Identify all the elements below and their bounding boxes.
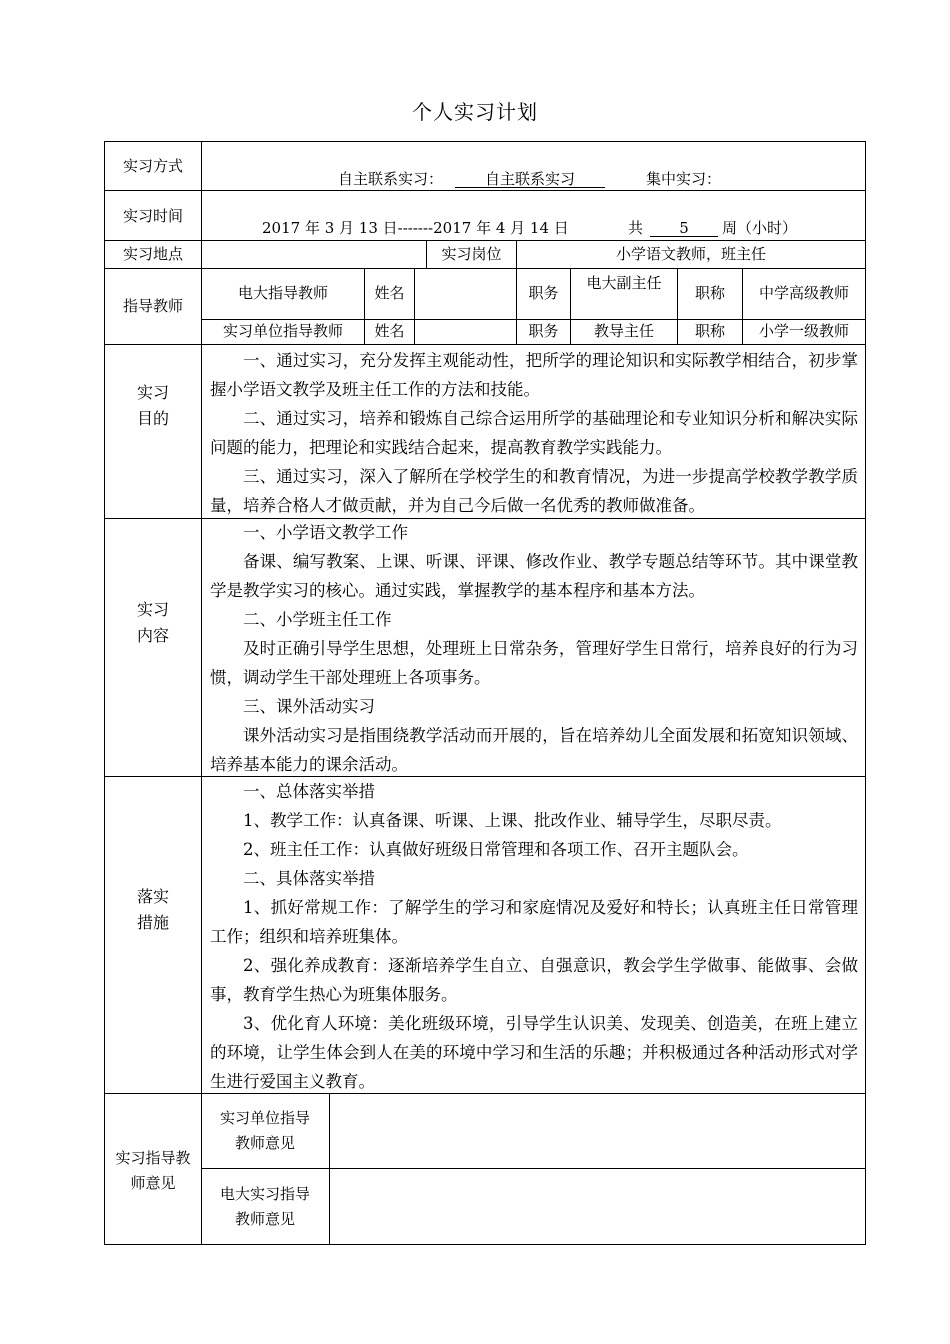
purpose-text: 一、通过实习，充分发挥主观能动性，把所学的理论知识和实际教学相结合，初步掌握小学语文教学及班主任工作的方法和技能。 二、通过实习，培养和锻炼自己综合运用所学的基础理论和专业知识分析和解决实际问题的能力，把理论和实践结合起来，提高教育教学实践能力。 三、通过实习，深入了解所在学校学生的和教育情况，为进一步提高学校教学教学质量，培养合格人才做贡献，并为自己今后做一名优秀的教师做准备。 xyxy=(210,351,858,515)
content-text: 一、小学语文教学工作 备课、编写教案、上课、听课、评课、修改作业、教学专题总结等环节。其中课堂教学是教学实习的核心。通过实践，掌握教学的基本程序和基本方法。 二、小学班主任工作 及时正确引导学生思想，处理班上日常杂务，管理好学生日常行，培养良好的行为习惯，调动学生干部处理班上各项事务。 三、课外活动实习 课外活动实习是指围绕教学活动而开展的，旨在培养幼儿全面发展和拓宽知识领域、培养基本能力的课余活动。 xyxy=(210,523,858,774)
content-label: 实习内容 xyxy=(136,600,169,645)
measures-label: 落实措施 xyxy=(136,887,169,932)
mentor-name-label: 姓名 xyxy=(374,322,405,340)
mentor-duty-label: 职务 xyxy=(528,322,559,340)
mentor-title-label: 职称 xyxy=(694,284,725,302)
mode-self-value: 自主联系实习 xyxy=(455,172,605,188)
time-weeks: 5 xyxy=(650,221,718,237)
purpose-label: 实习目的 xyxy=(136,383,169,428)
mentor-duty-label: 职务 xyxy=(528,284,559,302)
page-title: 个人实习计划 xyxy=(412,100,538,124)
opinion-unit-field[interactable] xyxy=(340,1110,855,1160)
mentor-role-unit: 实习单位指导教师 xyxy=(222,322,343,340)
mentor-title-label: 职称 xyxy=(694,322,725,340)
opinion-tvu-label: 电大实习指导教师意见 xyxy=(219,1185,310,1228)
time-unit: 周（小时） xyxy=(722,219,798,237)
post-value: 小学语文教师，班主任 xyxy=(615,245,766,263)
measures-text: 一、总体落实举措 1、教学工作：认真备课、听课、上课、批改作业、辅导学生，尽职尽责。 2、班主任工作：认真做好班级日常管理和各项工作、召开主题队会。 二、具体落实举措 1、抓好常规工作：了解学生的学习和家庭情况及爱好和特长；认真班主任日常管理工作；组织和培养班集体。 2、强化养成教育：逐渐培养学生自立、自强意识，教会学生学做事、能做事、会做事，教育学生热心为班集体服务。 3、优化育人环境：美化班级环境，引导学生认识美、发现美、创造美，在班上建立的环境，让学生体会到人在美的环境中学习和生活的乐趣；并积极通过各种活动形式对学生进行爱国主义教育。 xyxy=(210,782,858,1091)
mentor-duty-value: 电大副主任 xyxy=(586,274,662,292)
mentor-name-label: 姓名 xyxy=(374,284,405,302)
mentor-duty-value: 教导主任 xyxy=(593,322,654,340)
mentor-title-value: 小学一级教师 xyxy=(758,322,849,340)
mentor-role-tvu: 电大指导教师 xyxy=(237,284,328,302)
time-range: 2017 年 3 月 13 日-------2017 年 4 月 14 日 xyxy=(262,219,569,237)
mode-label: 实习方式 xyxy=(122,157,183,175)
opinion-unit-label: 实习单位指导教师意见 xyxy=(219,1109,310,1152)
mode-central-label: 集中实习： xyxy=(646,170,722,188)
mentor-label: 指导教师 xyxy=(122,297,183,315)
mentor-title-value: 中学高级教师 xyxy=(758,284,849,302)
opinion-tvu-field[interactable] xyxy=(340,1185,855,1235)
post-label: 实习岗位 xyxy=(441,245,502,263)
place-label: 实习地点 xyxy=(122,245,183,263)
opinion-label: 实习指导教师意见 xyxy=(115,1149,191,1192)
time-label: 实习时间 xyxy=(122,207,183,225)
mode-self-label: 自主联系实习： xyxy=(338,170,444,188)
time-total-prefix: 共 xyxy=(628,219,644,237)
